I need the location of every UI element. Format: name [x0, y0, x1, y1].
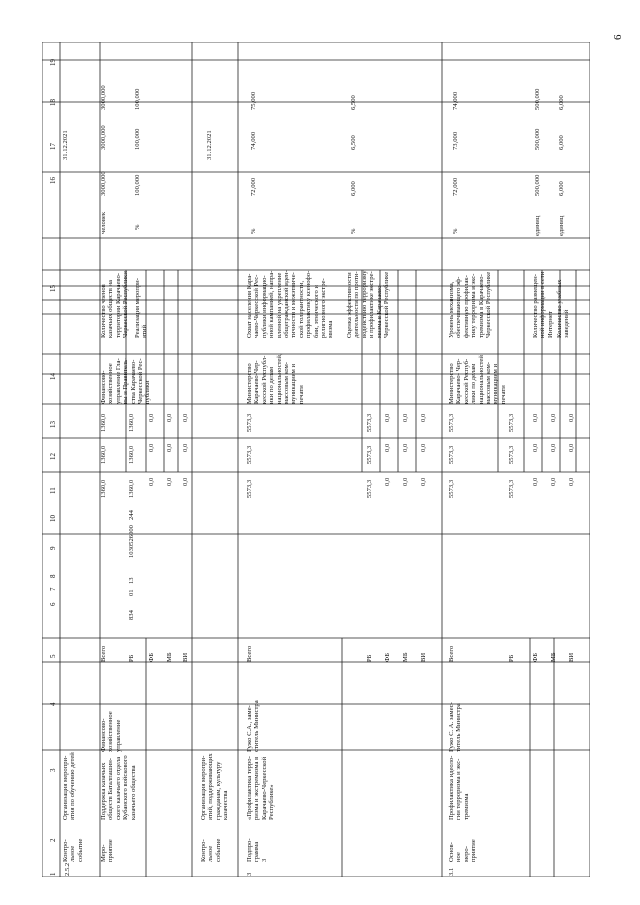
- col-num-14: 14: [49, 373, 57, 380]
- col-num-13: 13: [49, 421, 57, 428]
- r31-18: 73,000: [452, 131, 459, 150]
- r31-19c: 6,000: [558, 95, 565, 110]
- v18-252: 3000,000: [100, 125, 107, 150]
- r31-type: Основ- ное меро- приятие: [448, 839, 478, 862]
- col-num-17: 17: [49, 143, 57, 150]
- r31-17: 72,000: [452, 177, 459, 196]
- r31-v13-rb: 5573,3: [508, 413, 515, 432]
- col-num-1: 1: [49, 872, 57, 876]
- col-num-4: 4: [49, 702, 57, 706]
- p3-exec: Гужо С.А., заме- ститель Министра: [246, 700, 261, 752]
- z-31-7: 0,0: [568, 477, 575, 486]
- col-num-12: 12: [49, 453, 57, 460]
- col-num-10: 10: [49, 515, 57, 522]
- v17b-252: 100,000: [134, 174, 141, 196]
- src-mb-252: МБ: [166, 652, 173, 662]
- r31-18b: 500,000: [534, 128, 541, 150]
- v11-252: 1360,0: [100, 479, 107, 498]
- p3-unit: %: [250, 228, 257, 234]
- kbk-7: 01: [128, 589, 135, 596]
- r31-v11: 5573,3: [448, 479, 455, 498]
- r31-src-rb: РБ: [508, 654, 515, 662]
- p3-id: 3: [246, 872, 253, 876]
- r31-unit3: единиц: [558, 215, 565, 236]
- date-top: 31.12.2021: [62, 130, 69, 160]
- ind-252: Количество членов казачьих обществ на территории Карачаево- Черкесской Республики: [100, 271, 130, 338]
- kbk-9: 1030526000: [128, 525, 135, 558]
- z-p3-7: 0,0: [420, 477, 427, 486]
- col-num-16: 16: [49, 177, 57, 184]
- z-252-4: 0,0: [166, 477, 173, 486]
- kbk-8: 13: [128, 577, 135, 584]
- page-number: 6: [612, 34, 624, 40]
- r31-v13: 5573,3: [448, 413, 455, 432]
- v11-rb-252: 1360,0: [128, 479, 135, 498]
- r31-unit2: единиц: [534, 215, 541, 236]
- p3-v13: 5573,3: [246, 413, 253, 432]
- p3-v11: 5573,3: [246, 479, 253, 498]
- r31-19: 74,000: [452, 91, 459, 110]
- unit2-252: %: [134, 224, 141, 230]
- z-252-9: 0,0: [182, 413, 189, 422]
- z-p3-3: 0,0: [384, 413, 391, 422]
- col-num-19: 19: [49, 59, 57, 66]
- unit-252: человек: [100, 211, 107, 234]
- z-252-1: 0,0: [148, 477, 155, 486]
- r31-src-vi: ВИ: [568, 652, 575, 662]
- r31-unit: %: [452, 228, 459, 234]
- p3-resp: Министерство Карачаево-Чер- кесской Республ- ики по делам национальностей, массовым ком- муникациям и печати: [246, 353, 305, 404]
- p3-ind: Охват населения Кара- чаево-Черкесской Рес- публики информацио- нной кампанией, напра- вленной на укрепление общегражданской иден- тичности и межэтниче- ской толерантности, профилактику ксенофо- бии, этнического и религиозного экстре- мизма: [246, 270, 335, 338]
- r31-resp: Министерство Карачаево- Чер- кесской Респуб- лики по делам национальностей массовым ком- муникациям и печати: [448, 355, 507, 404]
- p3-19: 75,000: [250, 91, 257, 110]
- p3-17: 72,000: [250, 177, 257, 196]
- src-total-252: Всего: [100, 645, 107, 662]
- p3-name: «Профилактика терро- ризма и экстремизма в Карачаево-Черкесской Республике»: [246, 756, 276, 820]
- p3-src-mb: МБ: [402, 652, 409, 662]
- v19-252: 3000,000: [100, 85, 107, 110]
- v12-252: 1360,0: [100, 445, 107, 464]
- r31-name: Профилактика идеоло- гии терроризма и экс- тремизма: [448, 755, 470, 820]
- p3-v12: 5573,3: [246, 445, 253, 464]
- r31-17c: 6,000: [558, 181, 565, 196]
- z-31-3: 0,0: [532, 413, 539, 422]
- z-p3-8: 0,0: [420, 443, 427, 452]
- r31-v11-rb: 5573,3: [508, 479, 515, 498]
- z-31-2: 0,0: [532, 443, 539, 452]
- p3-19b: 6,500: [350, 95, 357, 110]
- col-num-2: 2: [49, 838, 57, 842]
- z-p3-4: 0,0: [402, 477, 409, 486]
- p3-18: 74,000: [250, 131, 257, 150]
- z-p3-9: 0,0: [420, 413, 427, 422]
- z-252-2: 0,0: [148, 443, 155, 452]
- r31-ind: Уровень механизма, обеспечивающего эф- фективную профилак- тику терроризма и экс- тремизма в Карачаево- Черкесской Республике: [448, 271, 493, 338]
- r31-17b: 500,000: [534, 174, 541, 196]
- row-exec-252: Финансово- хозяйственное управление: [100, 711, 122, 752]
- col-num-18: 18: [49, 99, 57, 106]
- v12-rb-252: 1360,0: [128, 445, 135, 464]
- col-num-8: 8: [49, 574, 57, 578]
- r31-18c: 6,000: [558, 135, 565, 150]
- ce-date: 31.12.2021: [206, 130, 213, 160]
- r31-id: 3.1: [448, 867, 455, 876]
- v17-252: 3000,000: [100, 171, 107, 196]
- p3-17b: 6,000: [350, 181, 357, 196]
- kbk-10: 244: [128, 510, 135, 520]
- p3-v12-rb: 5573,3: [366, 445, 373, 464]
- col-num-6: 6: [49, 602, 57, 606]
- r31-src-mb: МБ: [550, 652, 557, 662]
- col-num-3: 3: [49, 768, 57, 772]
- p3-src-rb: РБ: [366, 654, 373, 662]
- z-31-5: 0,0: [550, 443, 557, 452]
- r31-v12: 5573,3: [448, 445, 455, 464]
- p3-src-fb: ФБ: [384, 653, 391, 662]
- resp-252: Финансово- хозяйственное управление Гла- вы и Правитель- ства Карачаево- Черкесской Рес- публики: [100, 357, 152, 404]
- src-fb-252: ФБ: [148, 653, 155, 662]
- z-p3-1: 0,0: [384, 477, 391, 486]
- p3-v13-rb: 5573,3: [366, 413, 373, 432]
- z-31-4: 0,0: [550, 477, 557, 486]
- col-num-15: 15: [49, 285, 57, 292]
- z-p3-2: 0,0: [384, 443, 391, 452]
- r31-exec: Гужо С. А. замес- титель Министра: [448, 702, 463, 752]
- v13-252: 1360,0: [100, 413, 107, 432]
- z-31-6: 0,0: [550, 413, 557, 422]
- row-name-252: Поддержка казачьих обществ Баталпашин- ского казачьего отдела Кубанского войскового казачьего общества: [100, 755, 137, 820]
- p3-ind2: Оценка эффективности деятельности по проти- водействию терроризму и профилактике экстре- мизма в Карачаево- Черкесской Республике: [346, 270, 391, 338]
- z-252-5: 0,0: [166, 443, 173, 452]
- z-p3-5: 0,0: [402, 443, 409, 452]
- v13-rb-252: 1360,0: [128, 413, 135, 432]
- ce-type: Контро- льное событие: [200, 838, 222, 862]
- col-num-11: 11: [49, 487, 57, 494]
- z-p3-6: 0,0: [402, 413, 409, 422]
- p3-type: Подпро- грамма 3: [246, 838, 268, 862]
- col-num-7: 7: [49, 587, 57, 591]
- src-rb-252: РБ: [128, 654, 135, 662]
- z-31-1: 0,0: [532, 477, 539, 486]
- r31-19b: 500,000: [534, 88, 541, 110]
- kbk-6: 834: [128, 610, 135, 620]
- p3-18b: 6,500: [350, 135, 357, 150]
- col-num-5: 5: [49, 654, 57, 658]
- col-num-9: 9: [49, 546, 57, 550]
- ind2-252: Реализация меропри- ятий: [134, 278, 149, 338]
- row-id-2-5-2: 2.5.2: [64, 862, 71, 876]
- z-252-8: 0,0: [182, 443, 189, 452]
- ce-name: Организация меропри- ятий, поддерживающих гражданам, культуру казачества: [200, 753, 230, 820]
- z-252-7: 0,0: [182, 477, 189, 486]
- v19b-252: 100,000: [134, 88, 141, 110]
- z-252-3: 0,0: [148, 413, 155, 422]
- z-31-9: 0,0: [568, 413, 575, 422]
- row-name-top: Организация меропри- ятия по обучению детей: [62, 752, 77, 820]
- r31-src: Всего: [448, 645, 455, 662]
- p3-v11-rb: 5573,3: [366, 479, 373, 498]
- r31-ind3: Количество учебных заведений: [556, 279, 571, 338]
- r31-src-fb: ФБ: [532, 653, 539, 662]
- row-type-ce-top: Контро- льное событие: [62, 838, 84, 862]
- v18b-252: 100,000: [134, 128, 141, 150]
- r31-ind2: Количество размещен- ной информации в сети Интернет: [532, 271, 554, 338]
- p3-src-vi: ВИ: [420, 652, 427, 662]
- p3-unit2: %: [350, 228, 357, 234]
- src-vi-252: ВИ: [182, 652, 189, 662]
- row-type-252: Меро- приятие: [100, 839, 115, 862]
- p3-src: Всего: [246, 645, 253, 662]
- z-31-8: 0,0: [568, 443, 575, 452]
- z-252-6: 0,0: [166, 413, 173, 422]
- r31-v12-rb: 5573,3: [508, 445, 515, 464]
